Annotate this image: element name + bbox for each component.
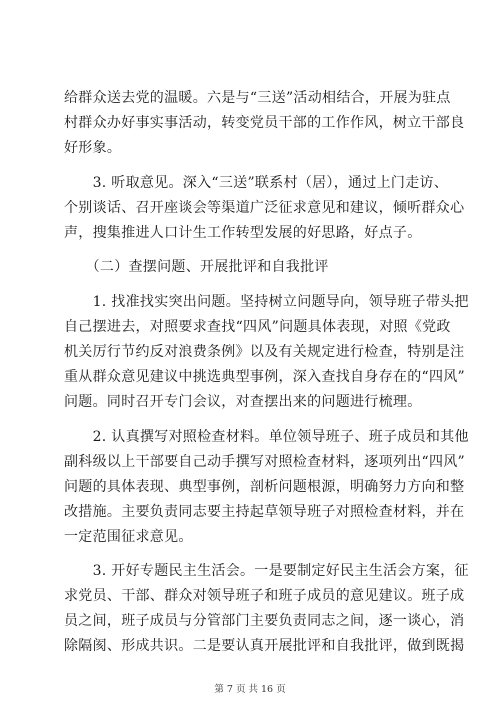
document-body xyxy=(64,86,469,669)
text-line: 好形象。 xyxy=(64,139,122,156)
paragraph xyxy=(64,559,469,659)
text-line: 3. 听取意见。深入“三送”联系村（居），通过上门走访、 xyxy=(64,174,449,191)
paragraph xyxy=(64,290,469,415)
text-line: 自己摆进去，对照要求查找“四风”问题具体表现，对照《党政 xyxy=(64,319,451,336)
text-line: 改措施。主要负责同志要主持起草领导班子对照检查材料，并在 xyxy=(64,503,465,520)
text-line: 3. 开好专题民主生活会。一是要制定好民主生活会方案，征 xyxy=(64,563,469,580)
paragraph xyxy=(64,425,469,550)
text-line: 问题的具体表现、典型事例，剖析问题根源，明确努力方向和整 xyxy=(64,478,465,495)
text-line: 机关厉行节约反对浪费条例》以及有关规定进行检查，特别是注 xyxy=(64,344,465,361)
text-line: （二）查摆问题、开展批评和自我批评 xyxy=(64,259,329,276)
text-line: 2. 认真撰写对照检查材料。单位领导班子、班子成员和其他 xyxy=(64,428,469,445)
text-line: 副科级以上干部要自己动手撰写对照检查材料，逐项列出“四风” xyxy=(64,453,466,470)
page-footer: 第 7 页 共 16 页 xyxy=(214,684,286,695)
text-line: 个别谈话、召开座谈会等渠道广泛征求意见和建议，倾听群众心 xyxy=(64,199,465,216)
text-line: 声，搜集推进人口计生工作转型发展的好思路，好点子。 xyxy=(64,224,422,241)
text-line: 重从群众意见建议中挑选典型事例，深入查找自身存在的“四风” xyxy=(64,369,466,386)
text-line: 给群众送去党的温暖。六是与“三送”活动相结合，开展为驻点 xyxy=(64,90,451,106)
text-line: 一定范围征求意见。 xyxy=(64,528,193,545)
text-line: 问题。同时召开专门会议，对查摆出来的问题进行梳理。 xyxy=(64,393,422,410)
paragraph xyxy=(64,171,465,246)
text-line: 求党员、干部、群众对领导班子和班子成员的意见建议。班子成 xyxy=(64,588,465,605)
text-line: 1. 找准找实突出问题。坚持树立问题导向，领导班子带头把 xyxy=(64,294,469,311)
text-line: 除隔阂、形成共识。二是要认真开展批评和自我批评，做到既揭 xyxy=(64,638,465,655)
paragraph xyxy=(64,255,436,280)
text-line: 村群众办好事实事活动，转变党员干部的工作作风，树立干部良 xyxy=(64,114,465,131)
text-line: 员之间，班子成员与分管部门主要负责同志之间，逐一谈心，消 xyxy=(64,613,465,630)
paragraph xyxy=(64,86,465,161)
